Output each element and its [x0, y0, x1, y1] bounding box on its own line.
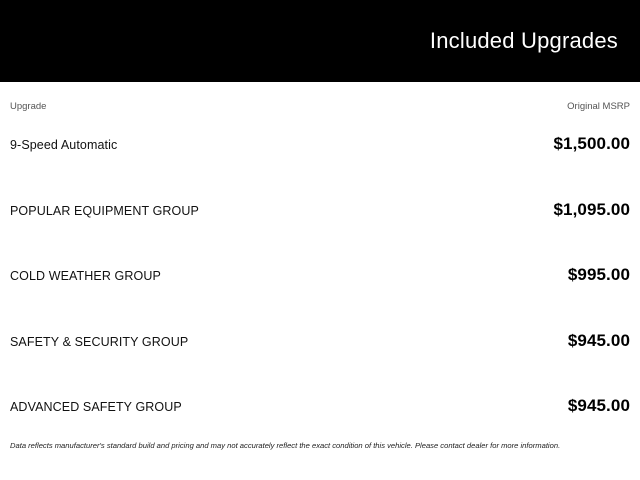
page-title: Included Upgrades [429, 28, 618, 53]
page-header [0, 0, 640, 82]
disclaimer-text: Data reflects manufacturer's standard build and pricing and may not accurately reflect the exact condition of this vehicle. Please contact dealer for more information. [10, 441, 561, 450]
column-header-msrp: Original MSRP [567, 101, 630, 112]
upgrade-price: $1,095.00 [553, 199, 630, 219]
table-header-row [10, 82, 630, 114]
table-row [10, 114, 630, 180]
table-row [10, 245, 630, 311]
upgrade-price: $945.00 [567, 330, 630, 350]
upgrade-price: $1,500.00 [553, 134, 630, 153]
upgrades-table [0, 82, 640, 442]
upgrade-name: COLD WEATHER GROUP [10, 269, 161, 283]
upgrade-name: POPULAR EQUIPMENT GROUP [10, 203, 199, 218]
upgrade-price: $995.00 [567, 265, 630, 284]
table-row [10, 376, 630, 442]
column-header-upgrade: Upgrade [10, 101, 47, 112]
upgrade-price: $945.00 [567, 396, 630, 415]
upgrade-name: 9-Speed Automatic [10, 138, 118, 152]
table-row [10, 311, 630, 377]
upgrade-name: ADVANCED SAFETY GROUP [10, 400, 182, 414]
upgrade-name: SAFETY & SECURITY GROUP [10, 334, 189, 349]
table-row [10, 180, 630, 246]
